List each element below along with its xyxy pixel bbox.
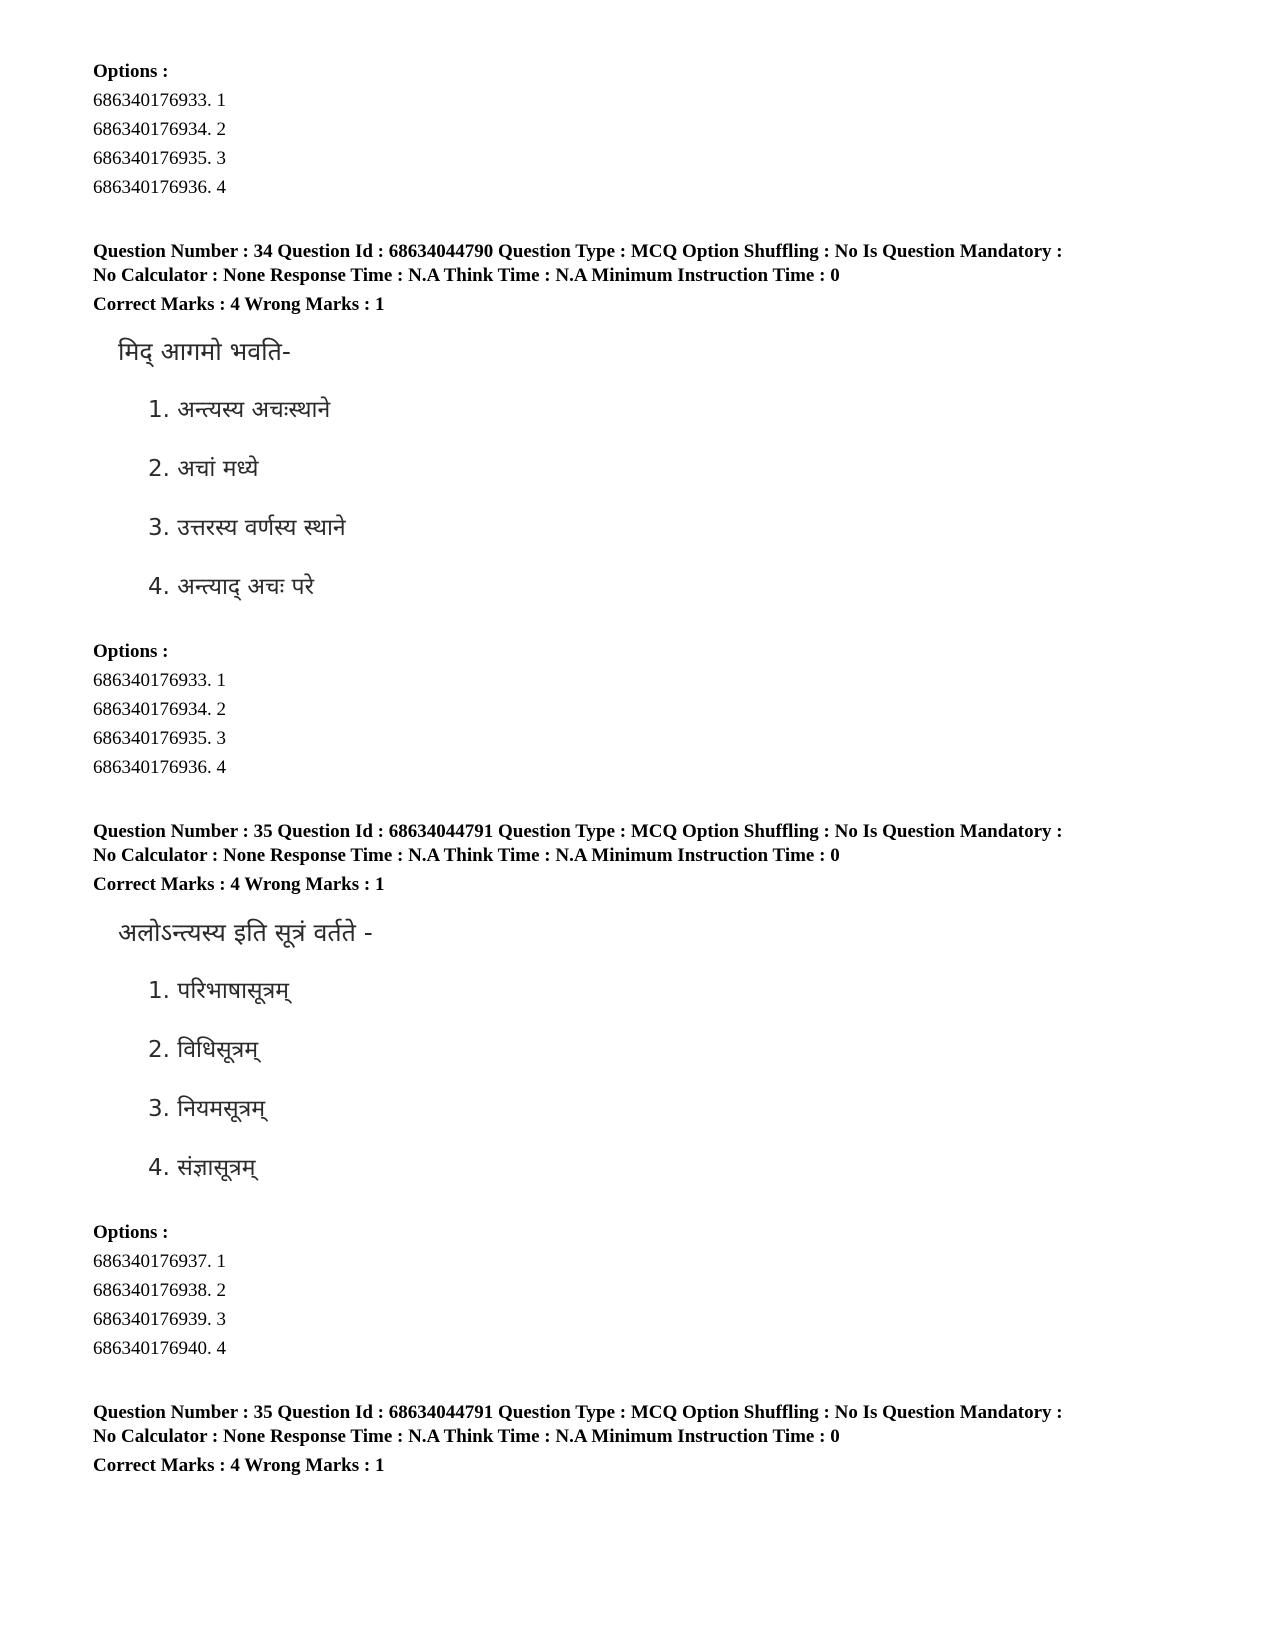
question-35-body <box>118 918 373 1183</box>
options-label: Options : <box>93 61 169 82</box>
question-meta-line-1: Question Number : 35 Question Id : 68634044791 Question Type : MCQ Option Shuffling : No Is Question Mandatory : <box>93 821 1063 842</box>
option-item: 686340176936. 4 <box>93 177 226 198</box>
option-item: 686340176933. 1 <box>93 90 226 111</box>
question-34-options <box>93 637 1203 782</box>
question-34-header <box>93 240 1203 317</box>
question-marks: Correct Marks : 4 Wrong Marks : 1 <box>93 294 385 315</box>
question-meta-line-2: No Calculator : None Response Time : N.A Think Time : N.A Minimum Instruction Time : 0 <box>93 1426 840 1447</box>
question-34-body <box>118 337 346 602</box>
question-35-repeat-header <box>93 1401 1203 1478</box>
option-item: 686340176934. 2 <box>93 119 226 140</box>
question-choice: 4. संज्ञासूत्रम् <box>148 1155 256 1181</box>
option-item: 686340176935. 3 <box>93 728 226 749</box>
question-marks: Correct Marks : 4 Wrong Marks : 1 <box>93 1455 385 1476</box>
question-meta-line-2: No Calculator : None Response Time : N.A Think Time : N.A Minimum Instruction Time : 0 <box>93 265 840 286</box>
options-block-top <box>93 57 1203 202</box>
question-choice: 2. अचां मध्ये <box>148 456 259 482</box>
options-label: Options : <box>93 641 169 662</box>
question-stem: अलोऽन्त्यस्य इति सूत्रं वर्तते - <box>118 918 373 947</box>
question-choices <box>118 976 373 1183</box>
question-35-header <box>93 820 1203 897</box>
question-choice: 3. उत्तरस्य वर्णस्य स्थाने <box>148 515 346 541</box>
option-item: 686340176937. 1 <box>93 1251 226 1272</box>
option-item: 686340176934. 2 <box>93 699 226 720</box>
option-item: 686340176935. 3 <box>93 148 226 169</box>
question-35-options <box>93 1218 1203 1363</box>
option-item: 686340176936. 4 <box>93 757 226 778</box>
question-stem: मिद् आगमो भवति- <box>118 337 291 366</box>
question-choice: 4. अन्त्याद् अचः परे <box>148 574 315 600</box>
question-marks: Correct Marks : 4 Wrong Marks : 1 <box>93 874 385 895</box>
question-choice: 3. नियमसूत्रम् <box>148 1096 266 1122</box>
question-meta-line-1: Question Number : 35 Question Id : 68634044791 Question Type : MCQ Option Shuffling : No Is Question Mandatory : <box>93 1402 1063 1423</box>
question-choice: 2. विधिसूत्रम् <box>148 1037 259 1063</box>
question-choice: 1. अन्त्यस्य अचःस्थाने <box>148 397 331 423</box>
options-label: Options : <box>93 1222 169 1243</box>
question-meta-line-2: No Calculator : None Response Time : N.A Think Time : N.A Minimum Instruction Time : 0 <box>93 845 840 866</box>
option-item: 686340176940. 4 <box>93 1338 226 1359</box>
option-item: 686340176939. 3 <box>93 1309 226 1330</box>
question-choice: 1. परिभाषासूत्रम् <box>148 978 290 1004</box>
option-item: 686340176933. 1 <box>93 670 226 691</box>
question-meta-line-1: Question Number : 34 Question Id : 68634044790 Question Type : MCQ Option Shuffling : No Is Question Mandatory : <box>93 241 1063 262</box>
question-choices <box>118 395 346 602</box>
option-item: 686340176938. 2 <box>93 1280 226 1301</box>
